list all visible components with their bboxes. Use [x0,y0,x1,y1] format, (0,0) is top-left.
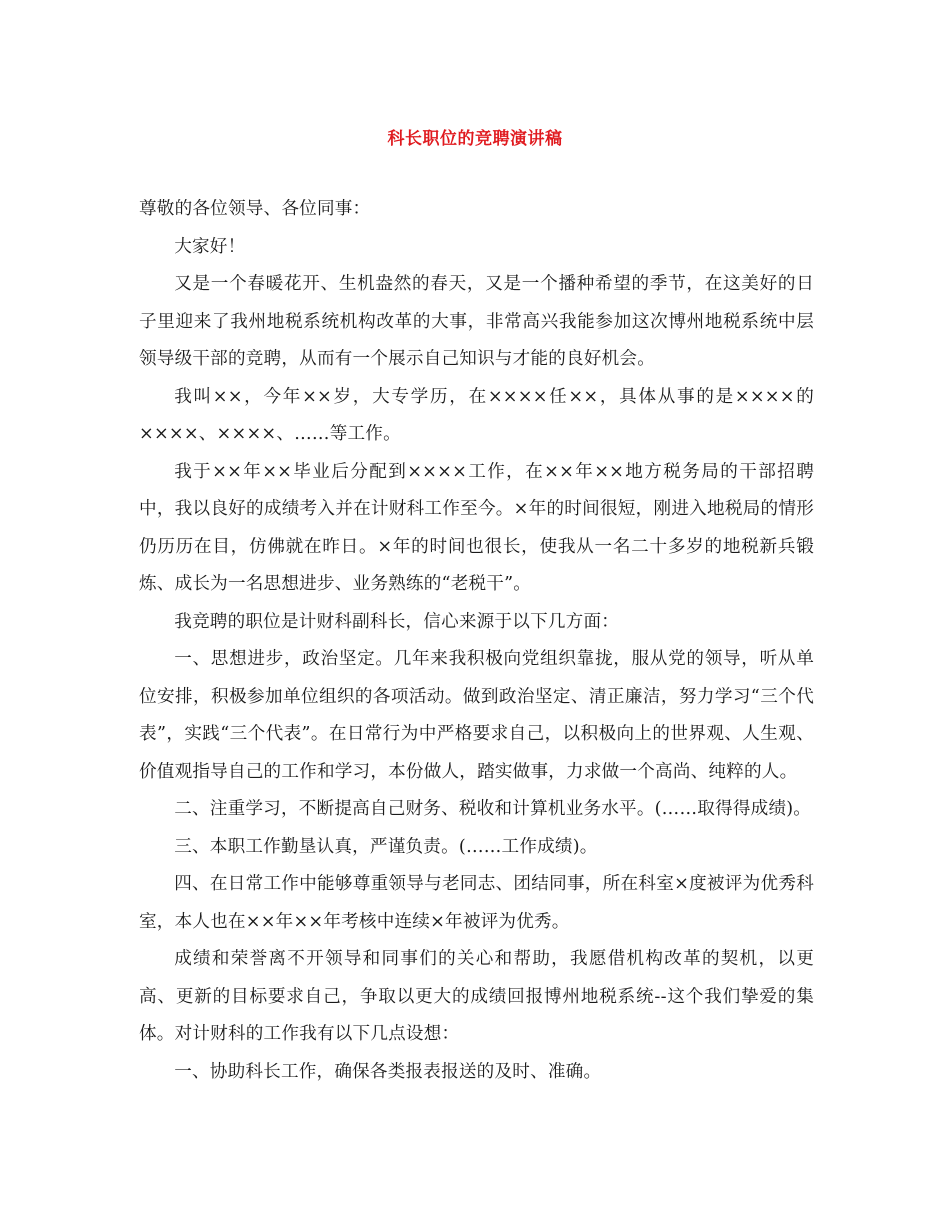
paragraph-opening: 又是一个春暖花开、生机盎然的春天，又是一个播种希望的季节，在这美好的日子里迎来了我州地税系统机构改革的大事，非常高兴我能参加这次博州地税系统中层领导级干部的竞聘，从而有一个展示自己知识与才能的良好机会。 [139,274,814,369]
document-body [139,191,814,1091]
paragraph-position: 我竞聘的职位是计财科副科长，信心来源于以下几方面： [174,611,620,632]
salutation: 尊敬的各位领导、各位同事： [139,199,371,219]
paragraph-plan-1: 一、协助科长工作，确保各类报表报送的及时、准确。 [174,1061,602,1082]
paragraph-point-3: 三、本职工作勤垦认真，严谨负责。(……工作成绩)。 [174,836,598,857]
paragraph-greeting: 大家好！ [174,236,246,257]
paragraph-point-4: 四、在日常工作中能够尊重领导与老同志、团结同事，所在科室×度被评为优秀科室，本人也在××年××年考核中连续×年被评为优秀。 [139,874,814,932]
paragraph-self-intro: 我叫××，今年××岁，大专学历，在××××任××，具体从事的是××××的××××、××××、……等工作。 [139,386,814,444]
paragraph-work-history: 我于××年××毕业后分配到××××工作，在××年××地方税务局的干部招聘中，我以良好的成绩考入并在计财科工作至今。×年的时间很短，刚进入地税局的情形仍历历在目，仿佛就在昨日。×年的时间也很长，使我从一名二十多岁的地税新兵锻炼、成长为一名思想进步、业务熟练的“老税干”。 [139,461,814,594]
document-title: 科长职位的竞聘演讲稿 [387,129,563,149]
paragraph-point-2: 二、注重学习，不断提高自己财务、税收和计算机业务水平。(……取得得成绩)。 [174,799,812,819]
paragraph-point-1: 一、思想进步，政治坚定。几年来我积极向党组织靠拢，服从党的领导，听从单位安排，积极参加单位组织的各项活动。做到政治坚定、清正廉洁，努力学习“三个代表”，实践“三个代表”。在日常行为中严格要求自己，以积极向上的世界观、人生观、价值观指导自己的工作和学习，本份做人，踏实做事，力求做一个高尚、纯粹的人。 [139,649,814,782]
paragraph-gratitude: 成绩和荣誉离不开领导和同事们的关心和帮助，我愿借机构改革的契机，以更高、更新的目标要求自己，争取以更大的成绩回报博州地税系统--这个我们挚爱的集体。对计财科的工作我有以下几点设想： [139,949,814,1044]
